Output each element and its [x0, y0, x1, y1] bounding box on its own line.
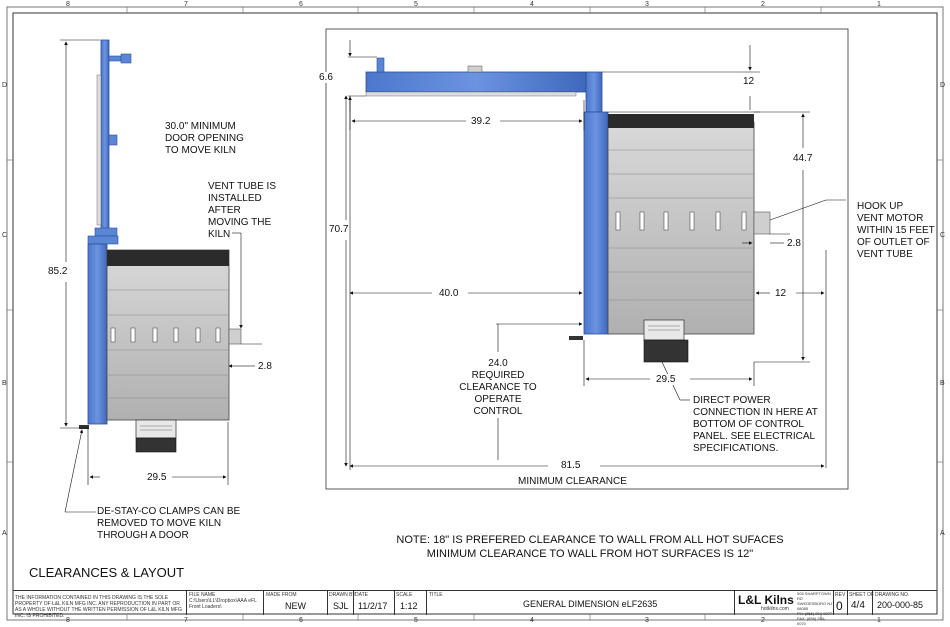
logo-sub: hotkilns.com: [761, 606, 789, 612]
title-block: [13, 590, 937, 626]
grid-col-2-bottom: 2: [761, 617, 765, 624]
left-kiln-view: [79, 40, 241, 452]
title-label: TITLE: [429, 592, 443, 598]
clamp-note: DE-STAY-CO CLAMPS CAN BE REMOVED TO MOVE KILN THROUGH A DOOR: [97, 506, 241, 541]
grid-row-c-left: C: [2, 232, 8, 239]
right-vent-tube: [754, 212, 770, 234]
right-dim-total-height: 70.7: [329, 224, 349, 235]
right-dim-front: 40.0: [439, 288, 459, 299]
grid-row-b-right: B: [940, 380, 945, 387]
date-label: DATE: [355, 592, 368, 598]
grid-col-7-top: 7: [184, 1, 188, 8]
grid-col-6-bottom: 6: [299, 617, 303, 624]
right-kiln-body: [608, 122, 754, 334]
sheet-label: SHEET OF: [849, 592, 874, 598]
grid-col-1-bottom: 1: [877, 617, 881, 624]
left-control-box: [136, 420, 176, 438]
grid-col-3-bottom: 3: [645, 617, 649, 624]
grid-col-7-bottom: 7: [184, 617, 188, 624]
made-from-value: NEW: [285, 601, 306, 611]
right-dim-back: 12: [775, 288, 787, 299]
date-value: 11/2/17: [358, 601, 388, 611]
left-vent-tube: [229, 329, 241, 344]
drawn-by-label: DRAWN BY: [329, 592, 356, 598]
grid-col-4-bottom: 4: [530, 617, 534, 624]
door-opening-note: 30.0" MINIMUM DOOR OPENING TO MOVE KILN: [165, 121, 244, 156]
made-from-label: MADE FROM: [266, 592, 297, 598]
grid-col-4-top: 4: [530, 1, 534, 8]
drawing-no-label: DRAWING NO.: [875, 592, 910, 598]
right-dim-vent: 2.8: [787, 238, 801, 249]
left-kiln-body: [107, 250, 229, 420]
grid-col-6-top: 6: [299, 1, 303, 8]
grid-row-b-left: B: [2, 380, 7, 387]
grid-col-1-top: 1: [877, 1, 881, 8]
grid-col-2-top: 2: [761, 1, 765, 8]
scale-label: SCALE: [396, 592, 413, 598]
right-frame: [584, 112, 608, 334]
file-name-value: C:\Users\LL\Dropbox\AAA eFL Front Loaders\: [189, 598, 257, 610]
right-dim-lid-height: 6.6: [319, 72, 333, 83]
right-lid-arm: [366, 72, 586, 92]
page-title: CLEARANCES & LAYOUT: [29, 565, 185, 580]
left-dim-height: 85.2: [48, 266, 68, 277]
sheet-value: 4/4: [851, 600, 865, 611]
right-dim-body-height: 44.7: [793, 153, 813, 164]
drawn-by-value: SJL: [333, 601, 349, 611]
right-dim-total-width: 81.5: [561, 460, 581, 471]
note-line-1: NOTE: 18" IS PREFERED CLEARANCE TO WALL FROM ALL HOT SUFACES: [396, 534, 784, 546]
grid-col-8-bottom: 8: [66, 617, 70, 624]
scale-value: 1:12: [400, 601, 418, 611]
note-line-2: MINIMUM CLEARANCE TO WALL FROM HOT SURFACES IS 12": [426, 548, 754, 560]
rev-value: 0: [836, 599, 843, 613]
right-kiln-view: [366, 58, 770, 362]
vent-tube-note: VENT TUBE IS INSTALLED AFTER MOVING THE KILN: [208, 181, 276, 240]
left-dim-vent: 2.8: [258, 361, 272, 372]
grid-row-d-left: D: [2, 82, 8, 89]
grid-col-5-bottom: 5: [414, 617, 418, 624]
drawing-title: GENERAL DIMENSION eLF2635: [523, 599, 658, 609]
file-name-label: FILE NAME: [189, 592, 216, 598]
right-dim-top-offset: 12: [743, 76, 755, 87]
grid-col-3-top: 3: [645, 1, 649, 8]
grid-col-5-top: 5: [414, 1, 418, 8]
rev-label: REV: [835, 592, 846, 598]
control-clearance-note: 24.0 REQUIRED CLEARANCE TO OPERATE CONTROL: [459, 358, 537, 417]
lnl-logo: L&L Kilns: [738, 593, 794, 607]
left-open-door: [101, 40, 109, 230]
grid-row-a-right: A: [940, 530, 945, 537]
disclaimer: THE INFORMATION CONTAINED IN THIS DRAWING IS THE SOLE PROPERTY OF L&L KILN MFG INC. ANY REPRODUCTION IN PART OR AS A WHOLE WITHOUT THE WRITTEN PERMISSION OF L&L KILN MFG INC. IS PROHIBITED.: [15, 595, 182, 619]
grid-row-c-right: C: [940, 232, 946, 239]
left-dim-width: 29.5: [147, 472, 167, 483]
grid-row-d-right: D: [940, 82, 946, 89]
address: 505 SHARPTOWN RD SWEDESBORO NJ 08085 PH: (856) 294-0077 FAX: (856) 294-0070: [797, 591, 833, 626]
grid-row-a-left: A: [2, 530, 7, 537]
right-dim-lid-reach: 39.2: [471, 116, 491, 127]
drawing-no-value: 200-000-85: [877, 600, 924, 610]
power-connection-note: DIRECT POWER CONNECTION IN HERE AT BOTTOM OF CONTROL PANEL. SEE ELECTRICAL SPECIFICATIONS.: [693, 395, 818, 454]
min-clearance-label: MINIMUM CLEARANCE: [518, 476, 627, 487]
grid-col-8-top: 8: [66, 1, 70, 8]
left-frame: [88, 244, 107, 424]
right-dim-depth: 29.5: [656, 374, 676, 385]
hookup-note: HOOK UP VENT MOTOR WITHIN 15 FEET OF OUTLET OF VENT TUBE: [857, 201, 935, 260]
